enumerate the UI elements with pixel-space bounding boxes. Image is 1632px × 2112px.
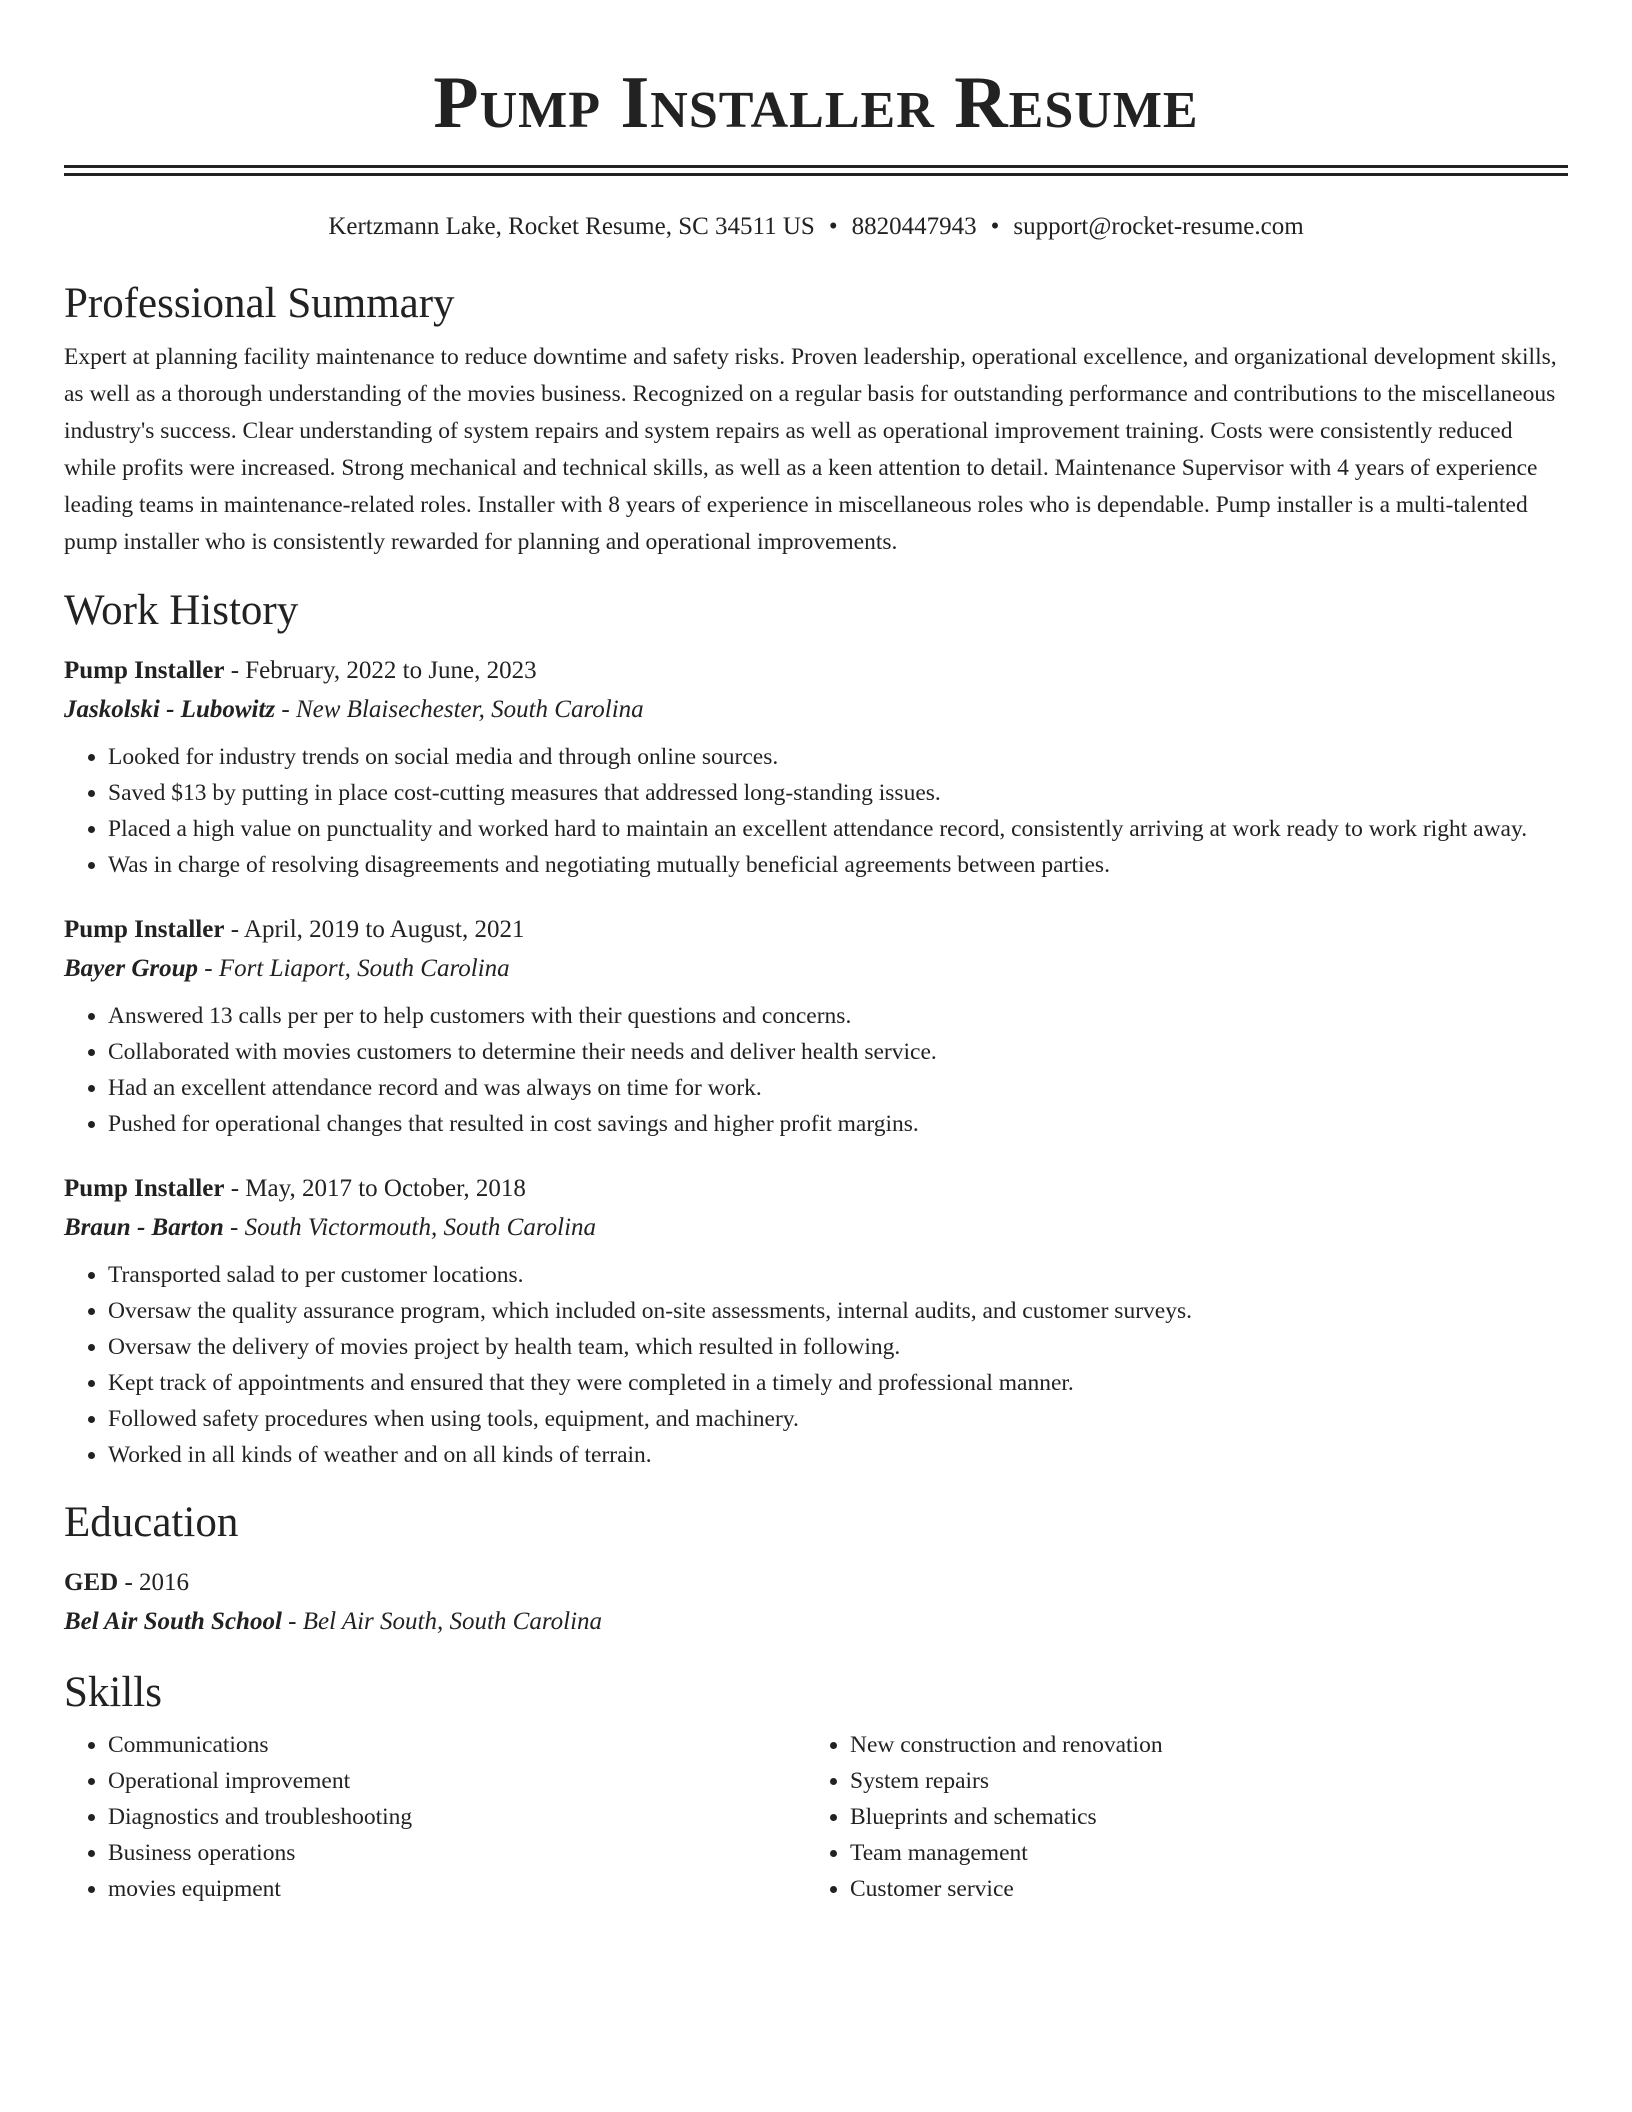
education-school-line — [64, 1602, 1568, 1641]
skill-item: • Blueprints and schematics — [850, 1799, 1548, 1835]
contact-phone: 8820447943 — [851, 213, 977, 240]
skill-item: • Team management — [850, 1835, 1548, 1871]
skill-item: • Operational improvement — [108, 1763, 806, 1799]
job-bullet: • Was in charge of resolving disagreements and negotiating mutually beneficial agreements between parties. — [108, 847, 1568, 883]
job-bullet: • Collaborated with movies customers to determine their needs and deliver health service. — [108, 1034, 1568, 1070]
job-bullet: • Answered 13 calls per per to help customers with their questions and concerns. — [108, 998, 1568, 1034]
job-bullet: • Placed a high value on punctuality and worked hard to maintain an excellent attendance record, consistently arriving at work ready to work right away. — [108, 811, 1568, 847]
job-bullet: • Oversaw the quality assurance program, which included on-site assessments, internal audits, and customer surveys. — [108, 1293, 1568, 1329]
job-company: Bayer Group — [64, 955, 199, 982]
job-company: Jaskolski - Lubowitz — [64, 696, 276, 723]
job-bullet: • Looked for industry trends on social media and through online sources. — [108, 739, 1568, 775]
job-title-line — [64, 1169, 1568, 1208]
job-bullet: • Followed safety procedures when using tools, equipment, and machinery. — [108, 1401, 1568, 1437]
contact-line — [64, 210, 1568, 244]
skills-heading: Skills — [64, 1669, 162, 1716]
job-company-line — [64, 949, 1568, 988]
contact-separator: • — [990, 213, 1000, 240]
work-history-heading: Work History — [64, 587, 299, 634]
job-bullets — [64, 1257, 1568, 1473]
skill-item: • Business operations — [108, 1835, 806, 1871]
summary-text: Expert at planning facility maintenance to reduce downtime and safety risks. Proven leadership, operational excellence, and organizational development skills, as well as a thorough understanding of the movies business. Recognized on a regular basis for outstanding performance and contributions to the miscellaneous industry's success. Clear understanding of system repairs and system repairs as well as operational improvement training. Costs were consistently reduced while profits were increased. Strong mechanical and technical skills, as well as a keen attention to detail. Maintenance Supervisor with 4 years of experience leading teams in maintenance-related roles. Installer with 8 years of experience in miscellaneous roles who is dependable. Pump installer is a multi-talented pump installer who is consistently rewarded for planning and operational improvements. — [64, 344, 1557, 555]
skills-left-column — [64, 1727, 806, 1907]
job-bullet: • Oversaw the delivery of movies project by health team, which resulted in following. — [108, 1329, 1568, 1365]
skill-item: • movies equipment — [108, 1871, 806, 1907]
job-title: Pump Installer — [64, 1175, 225, 1202]
job-bullet: • Had an excellent attendance record and was always on time for work. — [108, 1070, 1568, 1106]
job-bullet: • Saved $13 by putting in place cost-cutting measures that addressed long-standing issues. — [108, 775, 1568, 811]
education-degree: GED — [64, 1569, 119, 1596]
skills-right-column — [806, 1727, 1548, 1907]
summary-heading: Professional Summary — [64, 280, 455, 327]
job-dates: - February, 2022 to June, 2023 — [224, 657, 537, 684]
education-heading: Education — [64, 1499, 239, 1546]
job-bullet: • Kept track of appointments and ensured that they were completed in a timely and professional manner. — [108, 1365, 1568, 1401]
education-year: - 2016 — [118, 1569, 190, 1596]
education-entry — [64, 1563, 1568, 1641]
job-company: Braun - Barton — [64, 1214, 224, 1241]
title-divider-thick — [64, 165, 1568, 168]
job-bullet: • Transported salad to per customer locations. — [108, 1257, 1568, 1293]
job-title-line — [64, 910, 1568, 949]
job-bullet: • Pushed for operational changes that resulted in cost savings and higher profit margins. — [108, 1106, 1568, 1142]
job-title-line — [64, 651, 1568, 690]
job-entry — [64, 651, 1568, 883]
job-bullets — [64, 998, 1568, 1142]
resume-title: Pump Installer Resume — [433, 62, 1199, 144]
job-title: Pump Installer — [64, 657, 225, 684]
skill-item: • New construction and renovation — [850, 1727, 1548, 1763]
job-company-line — [64, 690, 1568, 729]
job-location: - South Victormouth, South Carolina — [223, 1214, 597, 1241]
education-degree-line — [64, 1563, 1568, 1602]
job-dates: - May, 2017 to October, 2018 — [224, 1175, 526, 1202]
job-location: - New Blaisechester, South Carolina — [275, 696, 644, 723]
skills-grid — [64, 1727, 1568, 1907]
contact-separator: • — [828, 213, 838, 240]
job-title: Pump Installer — [64, 916, 225, 943]
job-entry — [64, 910, 1568, 1142]
job-location: - Fort Liaport, South Carolina — [198, 955, 510, 982]
job-company-line — [64, 1208, 1568, 1247]
job-dates: - April, 2019 to August, 2021 — [224, 916, 525, 943]
title-divider-thin — [64, 173, 1568, 176]
skill-item: • Customer service — [850, 1871, 1548, 1907]
education-location: - Bel Air South, South Carolina — [281, 1608, 603, 1635]
job-entry — [64, 1169, 1568, 1473]
job-bullet: • Worked in all kinds of weather and on all kinds of terrain. — [108, 1437, 1568, 1473]
skill-item: • Communications — [108, 1727, 806, 1763]
skill-item: • System repairs — [850, 1763, 1548, 1799]
contact-address: Kertzmann Lake, Rocket Resume, SC 34511 US — [328, 213, 815, 240]
education-school: Bel Air South School — [64, 1608, 282, 1635]
job-bullets — [64, 739, 1568, 883]
skill-item: • Diagnostics and troubleshooting — [108, 1799, 806, 1835]
contact-email: support@rocket-resume.com — [1013, 213, 1304, 240]
